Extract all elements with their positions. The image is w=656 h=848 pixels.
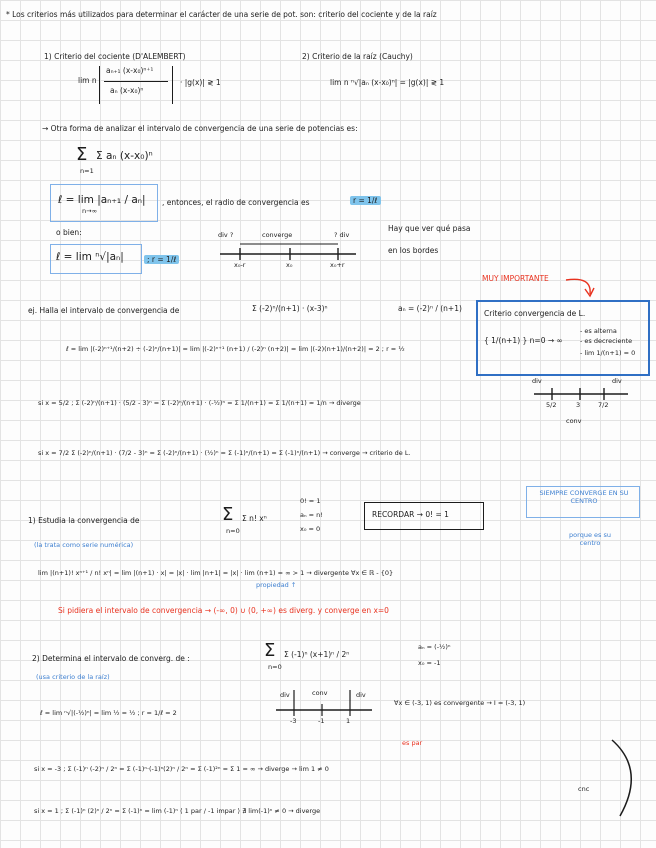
ex2-calc: lim |(n+1)! xⁿ⁺¹ / n! xⁿ| = lim |(n+1) · x| = |x| · lim |n+1| = |x| · lim (n+1) = ∞ > 1 → divergente ∀x ∈ ℝ - {0}	[38, 569, 394, 577]
root-criterion-title: 2) Criterio de la raíz (Cauchy)	[302, 52, 413, 61]
root-criterion-expr: lim n ⁿ√|aₙ (x-x₀)ⁿ| = |g(x)| ≷ 1	[330, 78, 445, 87]
or-text: o bien:	[56, 228, 82, 237]
treat-note: (la trata como serie numérica)	[34, 541, 134, 549]
remember-text: RECORDAR → 0! = 1	[372, 510, 449, 519]
property-note: propiedad ↑	[256, 581, 297, 589]
ex3-series-sub: n=0	[268, 663, 282, 671]
ex2-fact-1: 0! = 1	[300, 497, 321, 505]
ex1-case2: si x = 7/2 Σ (-2)ⁿ/(n+1) · (7/2 - 3)ⁿ = Σ (-2)ⁿ/(n+1) · (½)ⁿ = Σ (-1)ⁿ/(n+1) = Σ (-1)ⁿ/(n+1) → converge → criterio de L.	[38, 449, 411, 457]
radius2-highlight: ; r = 1/ℓ	[144, 255, 179, 264]
sigma-symbol: Σ	[76, 144, 88, 165]
interval-note: Si pidiera el intervalo de convergencia → (-∞, 0) ∪ (0, +∞) es diverg. y converge en x=0	[58, 606, 389, 615]
ex3-axis-t1: -3	[290, 717, 297, 725]
borders-note-1: Hay que ver qué pasa	[388, 224, 471, 233]
leibniz-cond-2: - es decreciente	[580, 337, 633, 345]
ex3-cnc: cnc	[578, 785, 590, 793]
ex3-axis-t3: 1	[346, 717, 351, 725]
nl-tick-center: x₀	[286, 261, 293, 269]
ex2-fact-3: x₀ = 0	[300, 525, 321, 533]
ratio-denominator: aₙ (x-x₀)ⁿ	[110, 86, 144, 95]
ex2-series-sub: n=0	[226, 527, 240, 535]
ex2-sigma: Σ	[222, 504, 234, 525]
ratio-criterion-title: 1) Criterio del cociente (D'ALEMBERT)	[44, 52, 186, 61]
always-converge-text: SIEMPRE CONVERGE EN SU CENTRO	[539, 489, 629, 505]
ex3-an: aₙ = (-½)ⁿ	[418, 643, 451, 651]
ratio-rhs: · |g(x)| ≷ 1	[180, 78, 221, 87]
leibniz-seq: { 1/(n+1) } n=0 → ∞	[484, 336, 563, 345]
leibniz-title: Criterio convergencia de L.	[484, 309, 586, 318]
nl-diverge-left: div ?	[218, 231, 234, 239]
ex3-conclusion: ∀x ∈ (-3, 1) es convergente → I = (-3, 1)	[394, 699, 526, 707]
ex2-title: 1) Estudia la convergencia de	[28, 516, 140, 525]
ex1-title: ej. Halla el intervalo de convergencia de	[28, 306, 180, 315]
bracket-curve	[612, 740, 631, 816]
ex1-case1: si x = 5/2 ; Σ (-2)ⁿ/(n+1) · (5/2 - 3)ⁿ = Σ (-2)ⁿ/(n+1) · (-½)ⁿ = Σ 1/(n+1) = Σ 1/(n+1) ≈ 1/n → diverge	[38, 399, 361, 407]
radius-highlight: r = 1/ℓ	[350, 196, 381, 205]
ex3-l-calc: ℓ = lim ⁿ√|(-½)ⁿ| = lim ½ = ½ ; r = 1/ℓ = 2	[40, 709, 177, 717]
leibniz-cond-3: - lim 1/(n+1) = 0	[580, 349, 636, 357]
ex1-axis-t2: 3	[576, 401, 581, 409]
ex3-case2: si x = 1 ; Σ (-1)ⁿ (2)ⁿ / 2ⁿ = Σ (-1)ⁿ = lim (-1)ⁿ ⟨ 1 par / -1 impar ⟩ ∄ lim(-1)ⁿ ≠ 0 → diverge	[34, 807, 321, 815]
ex3-axis-t2: -1	[318, 717, 325, 725]
nl-converge: converge	[262, 231, 293, 239]
intro-text: * Los criterios más utilizados para determinar el carácter de una serie de pot. son: criterio del cociente y de la raíz	[6, 10, 437, 19]
l-ratio-sub: n→∞	[82, 207, 97, 215]
ex1-l-calc: ℓ = lim |(-2)ⁿ⁺¹/(n+2) ÷ (-2)ⁿ/(n+1)| = lim |(-2)ⁿ⁺¹ (n+1) / (-2)ⁿ (n+2)| = lim |(-2)(n+1)/(n+2)| = 2 ; r = ½	[66, 345, 405, 353]
ex1-an: aₙ = (-2)ⁿ / (n+1)	[398, 304, 462, 313]
ex3-even-note: es par	[402, 739, 423, 747]
nl-diverge-right: ? div	[334, 231, 350, 239]
center-note: porque es su centro	[569, 531, 611, 547]
l-root-formula: ℓ = lim ⁿ√|aₙ|	[56, 251, 124, 263]
ex3-root-note: (usa criterio de la raíz)	[36, 673, 110, 681]
l-ratio-formula: ℓ = lim |aₙ₊₁ / aₙ|	[58, 194, 146, 206]
other-form-text: → Otra forma de analizar el intervalo de convergencia de una serie de potencias es:	[42, 124, 358, 133]
ex1-series: Σ (-2)ⁿ/(n+1) · (x-3)ⁿ	[252, 304, 328, 313]
ex3-series: Σ (-1)ⁿ (x+1)ⁿ / 2ⁿ	[284, 650, 350, 659]
ex2-fact-2: aₙ = n!	[300, 511, 323, 519]
leibniz-cond-1: - es alterna	[580, 327, 617, 335]
ratio-lim: lim n	[78, 76, 97, 85]
ex3-axis-div-right: div	[356, 691, 366, 699]
ex3-axis-div-left: div	[280, 691, 290, 699]
ratio-numerator: aₙ₊₁ (x-x₀)ⁿ⁺¹	[106, 66, 154, 75]
nl-tick-right: x₀+r	[330, 261, 345, 269]
ex1-axis-t1: 5/2	[546, 401, 557, 409]
ex1-axis-div-left: div	[532, 377, 542, 385]
important-label: MUY IMPORTANTE	[482, 274, 549, 283]
ex3-case1: si x = -3 ; Σ (-1)ⁿ (-2)ⁿ / 2ⁿ = Σ (-1)ⁿ·(-1)ⁿ(2)ⁿ / 2ⁿ = Σ (-1)²ⁿ = Σ 1 = ∞ → diverge → lim 1 ≠ 0	[34, 765, 329, 773]
series-general: Σ aₙ (x-x₀)ⁿ	[96, 150, 153, 162]
series-sub: n=1	[80, 167, 94, 175]
ex3-sigma: Σ	[264, 640, 276, 661]
ex3-axis-conv: conv	[312, 689, 328, 697]
ex1-axis-conv: conv	[566, 417, 582, 425]
ex1-axis-div-right: div	[612, 377, 622, 385]
radius-text: , entonces, el radio de convergencia es	[162, 198, 310, 207]
ex3-x0: x₀ = -1	[418, 659, 441, 667]
borders-note-2: en los bordes	[388, 246, 439, 255]
nl-tick-left: x₀-r	[234, 261, 246, 269]
ex3-title: 2) Determina el intervalo de converg. de :	[32, 654, 190, 663]
ex1-axis-t3: 7/2	[598, 401, 609, 409]
ex2-series: Σ n! xⁿ	[242, 514, 267, 523]
